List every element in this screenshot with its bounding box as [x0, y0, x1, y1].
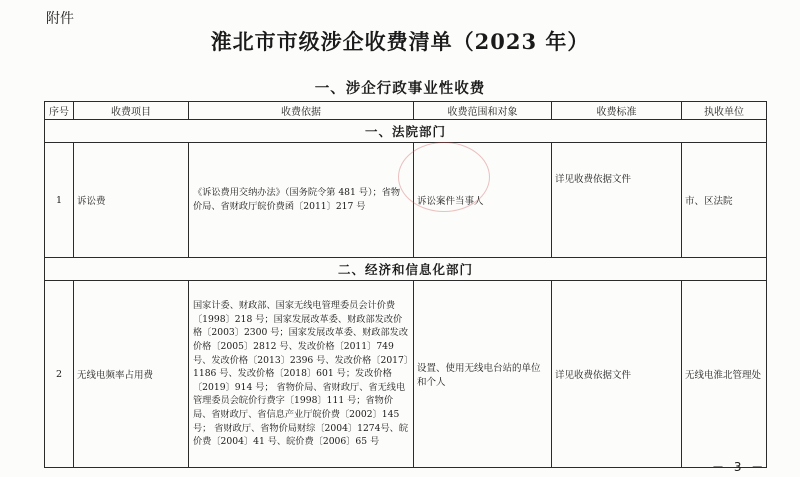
cell-unit: 市、区法院 [682, 143, 767, 258]
column-header-scope: 收费范围和对象 [414, 102, 552, 120]
column-header-item: 收费项目 [74, 102, 189, 120]
cell-no: 2 [45, 281, 74, 468]
cell-basis: 《诉讼费用交纳办法》（国务院令第 481 号）；省物价局、省财政厅皖价费函〔2011〕217 号 [189, 143, 414, 258]
fee-list-table [44, 101, 767, 468]
document-title: 淮北市市级涉企收费清单（2023 年） [210, 29, 590, 54]
cell-scope: 设置、使用无线电台站的单位和个人 [414, 281, 552, 468]
cell-unit: 无线电淮北管理处 [682, 281, 767, 468]
section-heading: 一、涉企行政事业性收费 [314, 81, 486, 97]
dept-row-economy [45, 258, 767, 281]
column-header-basis: 收费依据 [189, 102, 414, 120]
cell-item: 无线电频率占用费 [74, 281, 189, 468]
dept-row-court [45, 120, 767, 143]
column-header-unit: 执收单位 [682, 102, 767, 120]
cell-scope: 诉讼案件当事人 [414, 143, 552, 258]
cell-basis: 国家计委、财政部、国家无线电管理委员会计价费〔1998〕218 号；国家发展改革委、财政部发改价格〔2003〕2300 号；国家发展改革委、财政部发改价格〔2005〕2812 号、发改价格〔2011〕749号、发改价格〔2013〕2396 号、发改价格〔2017〕1186 号、发改价格〔2018〕601 号；发改价格〔2019〕914 号； 省物价局、省财政厅、省无线电管理委员会皖价行费字〔1998〕111 号；省物价局、省财政厅、省信息产业厅皖价费〔2002〕145 号； 省财政厅、省物价局财综〔2004〕1274号、皖价费〔2004〕41 号、皖价费〔2006〕65 号 [189, 281, 414, 468]
attachment-label: 附件 [46, 11, 74, 27]
page-number: － 3 － [712, 460, 767, 474]
cell-item: 诉讼费 [74, 143, 189, 258]
cell-no: 1 [45, 143, 74, 258]
cell-standard: 详见收费依据文件 [552, 143, 682, 258]
dept-heading: 二、经济和信息化部门 [45, 258, 767, 281]
column-header-standard: 收费标准 [552, 102, 682, 120]
column-header-no: 序号 [45, 102, 74, 120]
dept-heading: 一、法院部门 [45, 120, 767, 143]
table-header-row [45, 102, 767, 120]
table-row [45, 143, 767, 258]
table-row [45, 281, 767, 468]
cell-standard: 详见收费依据文件 [552, 281, 682, 468]
